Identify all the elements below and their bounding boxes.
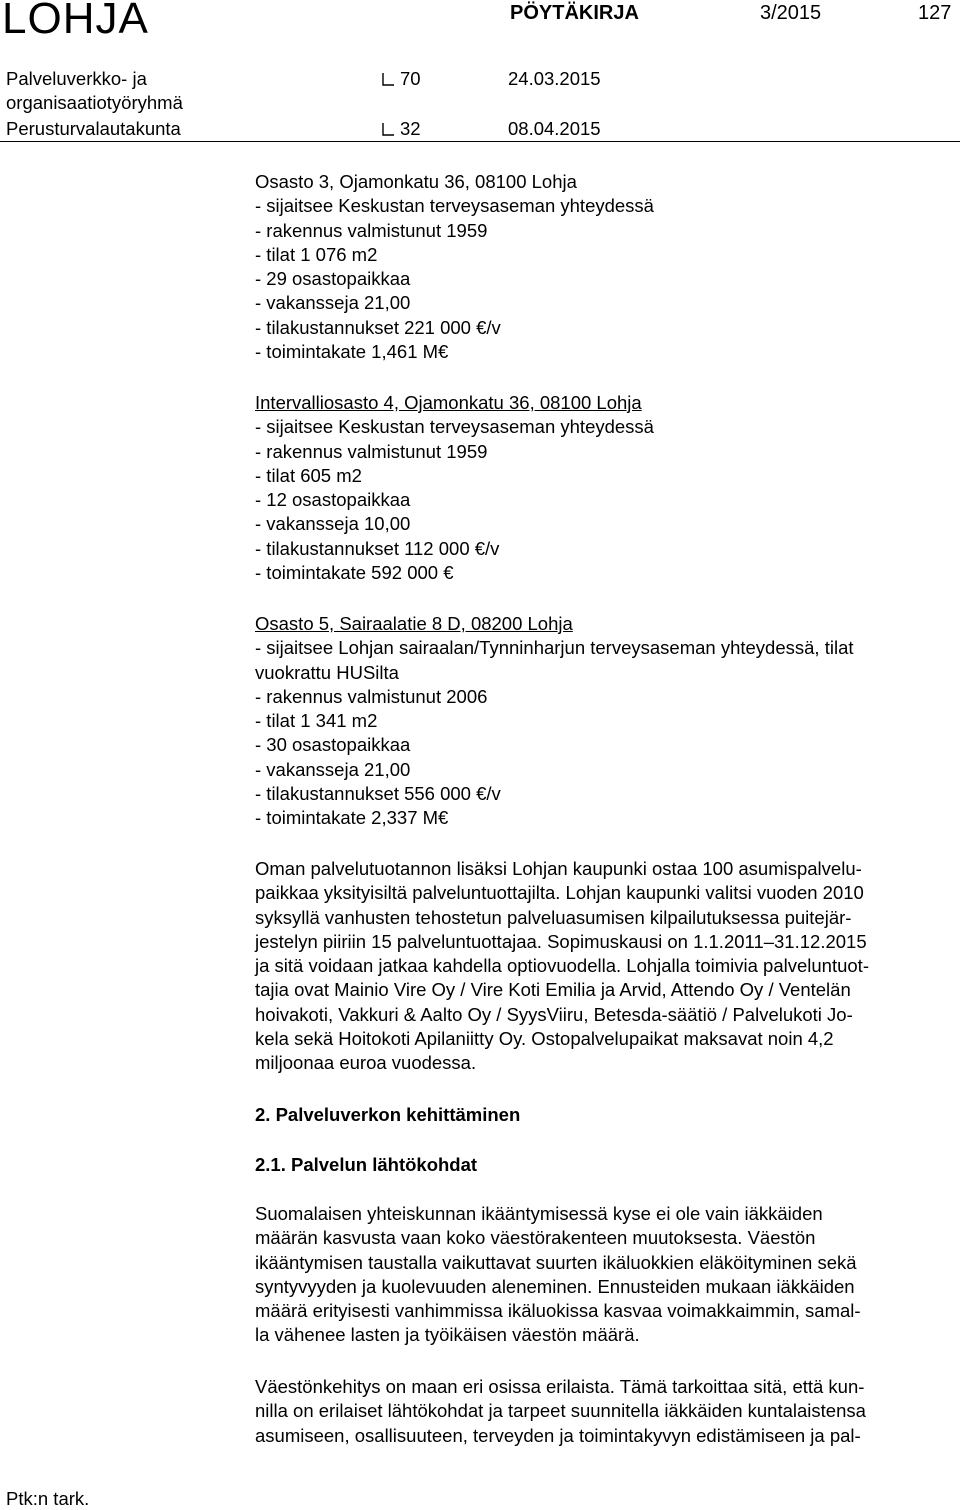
paragraph-line: asumiseen, osallisuuteen, terveyden ja toimintakyvyn edistämiseen ja pal- — [255, 1424, 861, 1446]
paragraph-line: paikkaa yksityisiltä palveluntuottajilta. Lohjan kaupunki valitsi vuoden 2010 — [255, 882, 864, 904]
block-line: - 12 osastopaikkaa — [255, 489, 411, 511]
document-type: PÖYTÄKIRJA — [510, 2, 639, 24]
block-line: - rakennus valmistunut 1959 — [255, 440, 488, 462]
issue-number: 3/2015 — [760, 2, 822, 24]
block-line: - toimintakate 592 000 € — [255, 562, 454, 584]
paragraph-line: syksyllä vanhusten tehostetun palveluasumisen kilpailutuksessa puitejär- — [255, 906, 852, 928]
paragraph-line: la vähenee lasten ja työikäisen väestön määrä. — [255, 1324, 640, 1346]
block-line: - 30 osastopaikkaa — [255, 734, 411, 756]
meta-date-1: 24.03.2015 — [508, 68, 601, 89]
block-line: - tilat 1 341 m2 — [255, 710, 378, 732]
block-line: - sijaitsee Keskustan terveysaseman yhteydessä — [255, 416, 654, 438]
paragraph-line: Suomalaisen yhteiskunnan ikääntymisessä kyse ei ole vain iäkkäiden — [255, 1203, 823, 1224]
paragraph-line: Väestönkehitys on maan eri osissa erilaista. Tämä tarkoittaa sitä, että kun- — [255, 1376, 865, 1397]
block-line: - tilat 605 m2 — [255, 464, 362, 486]
section-heading-2 — [255, 1103, 955, 1127]
heading-text: 2. Palveluverkon kehittäminen — [255, 1104, 521, 1125]
block-line: - rakennus valmistunut 2006 — [255, 685, 488, 707]
block-line: - toimintakate 2,337 M€ — [255, 807, 449, 829]
paragraph-line: hoivakoti, Vakkuri & Aalto Oy / SyysViiru, Betesda-säätiö / Palvelukoti Jo- — [255, 1003, 853, 1025]
paragraph-purchased-services — [255, 857, 955, 1076]
paragraph-line: ja sitä voidaan jatkaa kahdella optiovuodella. Lohjalla toimivia palveluntuot- — [255, 955, 869, 977]
paragraph-line: syntyvyyden ja kuolevuuden aleneminen. Ennusteiden mukaan iäkkäiden — [255, 1275, 855, 1297]
block-title: Intervalliosasto 4, Ojamonkatu 36, 08100 Lohja — [255, 392, 642, 413]
heading-text: 2.1. Palvelun lähtökohdat — [255, 1154, 478, 1175]
meta-body-2: Perusturvalautakunta — [6, 118, 181, 139]
paragraph-line: määrän kasvusta vaan koko väestörakenteen muutoksesta. Väestön — [255, 1227, 816, 1249]
block-line: - rakennus valmistunut 1959 — [255, 219, 488, 241]
block-title: Osasto 5, Sairaalatie 8 D, 08200 Lohja — [255, 613, 573, 634]
paragraph-line: määrä erityisesti vanhimmissa ikäluokissa kasvaa voimakkaimmin, samal- — [255, 1300, 861, 1322]
paragraph-line: ikääntymisen taustalla vaikuttavat suurten ikäluokkien eläköityminen sekä — [255, 1251, 857, 1273]
block-line: - vakansseja 21,00 — [255, 758, 411, 780]
header-rule — [0, 141, 960, 142]
block-osasto-5 — [255, 612, 955, 831]
block-line: - tilakustannukset 556 000 €/v — [255, 783, 501, 805]
block-intervalliosasto-4 — [255, 391, 955, 585]
block-line: - tilakustannukset 221 000 €/v — [255, 316, 501, 338]
block-line: vuokrattu HUSilta — [255, 661, 399, 683]
block-title: Osasto 3, Ojamonkatu 36, 08100 Lohja — [255, 171, 577, 192]
city-logo: LOHJA — [2, 0, 149, 43]
paragraph-line: kela sekä Hoitokoti Apilaniitty Oy. Ostopalvelupaikat maksavat noin 4,2 — [255, 1028, 834, 1050]
paragraph-line: Oman palvelutuotannon lisäksi Lohjan kaupunki ostaa 100 asumispalvelu- — [255, 858, 862, 879]
block-line: - 29 osastopaikkaa — [255, 268, 411, 290]
paragraph-line: miljoonaa euroa vuodessa. — [255, 1052, 477, 1074]
section-heading-2-1 — [255, 1153, 955, 1177]
meta-section-2: 32 — [400, 118, 421, 139]
block-line: - sijaitsee Keskustan terveysaseman yhteydessä — [255, 195, 654, 217]
meta-body-1a: Palveluverkko- ja — [6, 68, 147, 89]
page-number: 127 — [918, 2, 952, 24]
meta-section-1: 70 — [400, 68, 421, 89]
paragraph-line: nilla on erilaiset lähtökohdat ja tarpeet suunnitella iäkkäiden kuntalaistensa — [255, 1400, 866, 1422]
block-osasto-3 — [255, 170, 955, 364]
block-line: - tilakustannukset 112 000 €/v — [255, 537, 500, 559]
paragraph-population-development — [255, 1375, 955, 1448]
meta-date-2: 08.04.2015 — [508, 118, 601, 139]
paragraph-line: jestelyn piiriin 15 palveluntuottajaa. Sopimuskausi on 1.1.2011–31.12.2015 — [255, 930, 867, 952]
block-line: - toimintakate 1,461 M€ — [255, 341, 449, 363]
footer-checker-label: Ptk:n tark. — [6, 1488, 90, 1509]
block-line: - sijaitsee Lohjan sairaalan/Tynninharjun terveysaseman yhteydessä, tilat — [255, 637, 854, 659]
paragraph-population-aging — [255, 1202, 955, 1348]
section-marker-icon — [382, 72, 395, 86]
meta-body-1b: organisaatiotyöryhmä — [6, 92, 183, 113]
block-line: - vakansseja 21,00 — [255, 292, 411, 314]
block-line: - tilat 1 076 m2 — [255, 243, 378, 265]
paragraph-line: tajia ovat Mainio Vire Oy / Vire Koti Emilia ja Arvid, Attendo Oy / Ventelän — [255, 979, 851, 1001]
section-marker-icon — [382, 122, 395, 136]
block-line: - vakansseja 10,00 — [255, 513, 411, 535]
